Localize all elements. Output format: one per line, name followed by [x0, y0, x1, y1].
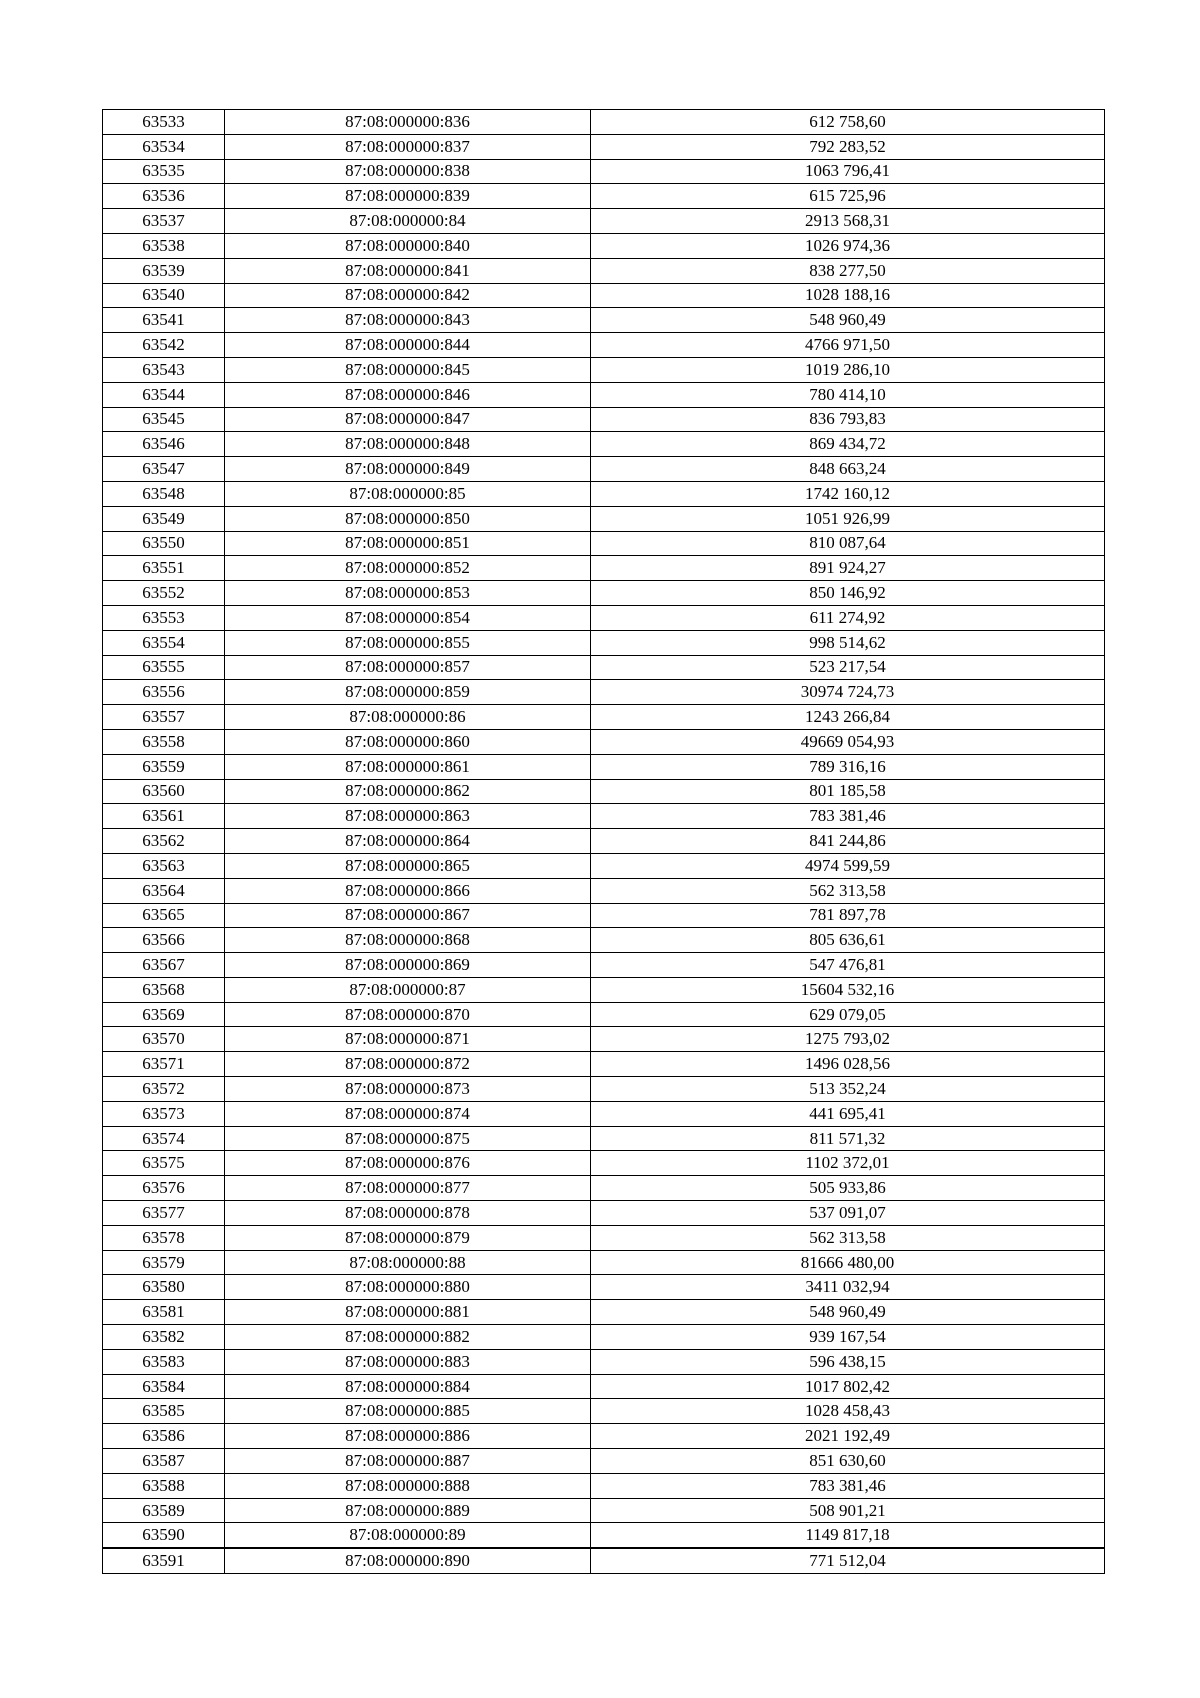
row-number-cell: 63562	[103, 829, 225, 854]
table-row	[103, 1176, 1105, 1201]
cadastral-number-cell: 87:08:000000:888	[225, 1473, 591, 1498]
cadastral-number-cell: 87:08:000000:854	[225, 605, 591, 630]
table-row	[103, 209, 1105, 234]
cadastral-value-cell: 4766 971,50	[591, 333, 1105, 358]
cadastral-value-cell: 850 146,92	[591, 581, 1105, 606]
table-row	[103, 804, 1105, 829]
cadastral-number-cell: 87:08:000000:841	[225, 258, 591, 283]
table-row	[103, 903, 1105, 928]
cadastral-number-cell: 87:08:000000:887	[225, 1449, 591, 1474]
row-number-cell: 63553	[103, 605, 225, 630]
table-row	[103, 1498, 1105, 1523]
cadastral-value-cell: 1102 372,01	[591, 1151, 1105, 1176]
row-number-cell: 63539	[103, 258, 225, 283]
row-number-cell: 63561	[103, 804, 225, 829]
table-row	[103, 605, 1105, 630]
cadastral-number-cell: 87:08:000000:871	[225, 1027, 591, 1052]
cadastral-number-cell: 87:08:000000:875	[225, 1126, 591, 1151]
cadastral-number-cell: 87:08:000000:846	[225, 382, 591, 407]
cadastral-value-cell: 841 244,86	[591, 829, 1105, 854]
cadastral-number-cell: 87:08:000000:870	[225, 1002, 591, 1027]
cadastral-value-cell: 783 381,46	[591, 1473, 1105, 1498]
row-number-cell: 63590	[103, 1523, 225, 1548]
cadastral-value-cell: 629 079,05	[591, 1002, 1105, 1027]
table-row	[103, 382, 1105, 407]
cadastral-value-cell: 851 630,60	[591, 1449, 1105, 1474]
row-number-cell: 63577	[103, 1201, 225, 1226]
cadastral-value-cell: 1742 160,12	[591, 481, 1105, 506]
cadastral-value-cell: 836 793,83	[591, 407, 1105, 432]
cadastral-value-cell: 562 313,58	[591, 878, 1105, 903]
cadastral-value-cell: 1028 458,43	[591, 1399, 1105, 1424]
table-row	[103, 134, 1105, 159]
cadastral-number-cell: 87:08:000000:849	[225, 457, 591, 482]
cadastral-value-cell: 596 438,15	[591, 1349, 1105, 1374]
table-row	[103, 531, 1105, 556]
cadastral-number-cell: 87:08:000000:879	[225, 1225, 591, 1250]
row-number-cell: 63564	[103, 878, 225, 903]
row-number-cell: 63545	[103, 407, 225, 432]
row-number-cell: 63559	[103, 754, 225, 779]
cadastral-number-cell: 87:08:000000:880	[225, 1275, 591, 1300]
row-number-cell: 63534	[103, 134, 225, 159]
table-row	[103, 481, 1105, 506]
cadastral-value-cell: 1149 817,18	[591, 1523, 1105, 1548]
cadastral-value-table	[102, 109, 1105, 1574]
cadastral-value-cell: 1063 796,41	[591, 159, 1105, 184]
table-row	[103, 1473, 1105, 1498]
cadastral-number-cell: 87:08:000000:865	[225, 853, 591, 878]
row-number-cell: 63589	[103, 1498, 225, 1523]
table-row	[103, 432, 1105, 457]
table-row	[103, 556, 1105, 581]
cadastral-number-cell: 87:08:000000:873	[225, 1077, 591, 1102]
cadastral-number-cell: 87:08:000000:851	[225, 531, 591, 556]
cadastral-number-cell: 87:08:000000:883	[225, 1349, 591, 1374]
cadastral-number-cell: 87:08:000000:837	[225, 134, 591, 159]
cadastral-number-cell: 87:08:000000:881	[225, 1300, 591, 1325]
table-row	[103, 159, 1105, 184]
table-row	[103, 630, 1105, 655]
row-number-cell: 63540	[103, 283, 225, 308]
cadastral-number-cell: 87:08:000000:842	[225, 283, 591, 308]
row-number-cell: 63585	[103, 1399, 225, 1424]
row-number-cell: 63533	[103, 110, 225, 135]
cadastral-value-cell: 838 277,50	[591, 258, 1105, 283]
row-number-cell: 63580	[103, 1275, 225, 1300]
row-number-cell: 63538	[103, 233, 225, 258]
cadastral-value-cell: 548 960,49	[591, 1300, 1105, 1325]
cadastral-value-cell: 1028 188,16	[591, 283, 1105, 308]
cadastral-number-cell: 87:08:000000:848	[225, 432, 591, 457]
row-number-cell: 63578	[103, 1225, 225, 1250]
row-number-cell: 63563	[103, 853, 225, 878]
cadastral-number-cell: 87:08:000000:855	[225, 630, 591, 655]
cadastral-value-cell: 789 316,16	[591, 754, 1105, 779]
table-row	[103, 1002, 1105, 1027]
table-row	[103, 308, 1105, 333]
row-number-cell: 63565	[103, 903, 225, 928]
cadastral-number-cell: 87:08:000000:876	[225, 1151, 591, 1176]
table-row	[103, 928, 1105, 953]
cadastral-number-cell: 87:08:000000:853	[225, 581, 591, 606]
row-number-cell: 63569	[103, 1002, 225, 1027]
cadastral-value-cell: 781 897,78	[591, 903, 1105, 928]
cadastral-value-cell: 612 758,60	[591, 110, 1105, 135]
cadastral-number-cell: 87:08:000000:877	[225, 1176, 591, 1201]
cadastral-value-cell: 547 476,81	[591, 953, 1105, 978]
cadastral-number-cell: 87:08:000000:861	[225, 754, 591, 779]
table-row	[103, 655, 1105, 680]
table-row	[103, 184, 1105, 209]
cadastral-value-cell: 1026 974,36	[591, 233, 1105, 258]
row-number-cell: 63549	[103, 506, 225, 531]
cadastral-value-cell: 615 725,96	[591, 184, 1105, 209]
row-number-cell: 63547	[103, 457, 225, 482]
row-number-cell: 63537	[103, 209, 225, 234]
cadastral-number-cell: 87:08:000000:874	[225, 1101, 591, 1126]
table-row	[103, 333, 1105, 358]
cadastral-value-cell: 801 185,58	[591, 779, 1105, 804]
table-row	[103, 233, 1105, 258]
cadastral-value-cell: 998 514,62	[591, 630, 1105, 655]
cadastral-number-cell: 87:08:000000:864	[225, 829, 591, 854]
cadastral-number-cell: 87:08:000000:872	[225, 1052, 591, 1077]
cadastral-value-cell: 2913 568,31	[591, 209, 1105, 234]
table-row	[103, 1201, 1105, 1226]
cadastral-value-cell: 30974 724,73	[591, 680, 1105, 705]
cadastral-value-cell: 783 381,46	[591, 804, 1105, 829]
table-row	[103, 407, 1105, 432]
table-row	[103, 1027, 1105, 1052]
table-row	[103, 953, 1105, 978]
cadastral-value-cell: 1243 266,84	[591, 705, 1105, 730]
cadastral-number-cell: 87:08:000000:839	[225, 184, 591, 209]
cadastral-number-cell: 87:08:000000:857	[225, 655, 591, 680]
row-number-cell: 63535	[103, 159, 225, 184]
cadastral-value-cell: 2021 192,49	[591, 1424, 1105, 1449]
cadastral-value-cell: 3411 032,94	[591, 1275, 1105, 1300]
cadastral-value-cell: 508 901,21	[591, 1498, 1105, 1523]
row-number-cell: 63581	[103, 1300, 225, 1325]
cadastral-value-cell: 939 167,54	[591, 1325, 1105, 1350]
cadastral-value-cell: 513 352,24	[591, 1077, 1105, 1102]
table-row	[103, 754, 1105, 779]
cadastral-number-cell: 87:08:000000:886	[225, 1424, 591, 1449]
cadastral-number-cell: 87:08:000000:884	[225, 1374, 591, 1399]
row-number-cell: 63551	[103, 556, 225, 581]
cadastral-number-cell: 87:08:000000:845	[225, 357, 591, 382]
cadastral-value-cell: 523 217,54	[591, 655, 1105, 680]
table-row	[103, 977, 1105, 1002]
row-number-cell: 63555	[103, 655, 225, 680]
table-row	[103, 1325, 1105, 1350]
cadastral-value-cell: 548 960,49	[591, 308, 1105, 333]
cadastral-number-cell: 87:08:000000:882	[225, 1325, 591, 1350]
table-body	[103, 110, 1105, 1574]
cadastral-value-cell: 1496 028,56	[591, 1052, 1105, 1077]
table-row	[103, 110, 1105, 135]
table-row	[103, 1225, 1105, 1250]
cadastral-value-cell: 1051 926,99	[591, 506, 1105, 531]
row-number-cell: 63543	[103, 357, 225, 382]
table-row	[103, 1126, 1105, 1151]
row-number-cell: 63579	[103, 1250, 225, 1275]
row-number-cell: 63574	[103, 1126, 225, 1151]
cadastral-value-cell: 848 663,24	[591, 457, 1105, 482]
row-number-cell: 63546	[103, 432, 225, 457]
row-number-cell: 63572	[103, 1077, 225, 1102]
cadastral-number-cell: 87:08:000000:89	[225, 1523, 591, 1548]
row-number-cell: 63542	[103, 333, 225, 358]
table-row	[103, 1052, 1105, 1077]
cadastral-number-cell: 87:08:000000:843	[225, 308, 591, 333]
row-number-cell: 63584	[103, 1374, 225, 1399]
row-number-cell: 63552	[103, 581, 225, 606]
cadastral-number-cell: 87:08:000000:866	[225, 878, 591, 903]
row-number-cell: 63560	[103, 779, 225, 804]
table-row	[103, 853, 1105, 878]
cadastral-value-cell: 49669 054,93	[591, 729, 1105, 754]
cadastral-value-cell: 505 933,86	[591, 1176, 1105, 1201]
cadastral-number-cell: 87:08:000000:850	[225, 506, 591, 531]
row-number-cell: 63571	[103, 1052, 225, 1077]
row-number-cell: 63573	[103, 1101, 225, 1126]
cadastral-number-cell: 87:08:000000:844	[225, 333, 591, 358]
table-row	[103, 283, 1105, 308]
cadastral-number-cell: 87:08:000000:847	[225, 407, 591, 432]
cadastral-value-cell: 1275 793,02	[591, 1027, 1105, 1052]
cadastral-number-cell: 87:08:000000:87	[225, 977, 591, 1002]
cadastral-number-cell: 87:08:000000:859	[225, 680, 591, 705]
cadastral-number-cell: 87:08:000000:860	[225, 729, 591, 754]
row-number-cell: 63556	[103, 680, 225, 705]
cadastral-value-cell: 805 636,61	[591, 928, 1105, 953]
cadastral-value-cell: 771 512,04	[591, 1548, 1105, 1573]
table-row	[103, 1151, 1105, 1176]
table-row	[103, 457, 1105, 482]
row-number-cell: 63588	[103, 1473, 225, 1498]
cadastral-value-cell: 810 087,64	[591, 531, 1105, 556]
cadastral-number-cell: 87:08:000000:868	[225, 928, 591, 953]
cadastral-value-cell: 4974 599,59	[591, 853, 1105, 878]
cadastral-number-cell: 87:08:000000:84	[225, 209, 591, 234]
row-number-cell: 63554	[103, 630, 225, 655]
cadastral-value-cell: 537 091,07	[591, 1201, 1105, 1226]
cadastral-number-cell: 87:08:000000:869	[225, 953, 591, 978]
table-row	[103, 1374, 1105, 1399]
cadastral-number-cell: 87:08:000000:852	[225, 556, 591, 581]
cadastral-value-cell: 81666 480,00	[591, 1250, 1105, 1275]
table-row	[103, 729, 1105, 754]
cadastral-number-cell: 87:08:000000:840	[225, 233, 591, 258]
row-number-cell: 63544	[103, 382, 225, 407]
cadastral-value-cell: 891 924,27	[591, 556, 1105, 581]
cadastral-number-cell: 87:08:000000:88	[225, 1250, 591, 1275]
row-number-cell: 63575	[103, 1151, 225, 1176]
cadastral-value-cell: 441 695,41	[591, 1101, 1105, 1126]
cadastral-number-cell: 87:08:000000:862	[225, 779, 591, 804]
cadastral-value-cell: 1017 802,42	[591, 1374, 1105, 1399]
cadastral-value-cell: 869 434,72	[591, 432, 1105, 457]
cadastral-number-cell: 87:08:000000:867	[225, 903, 591, 928]
row-number-cell: 63586	[103, 1424, 225, 1449]
cadastral-value-cell: 780 414,10	[591, 382, 1105, 407]
row-number-cell: 63541	[103, 308, 225, 333]
row-number-cell: 63536	[103, 184, 225, 209]
row-number-cell: 63582	[103, 1325, 225, 1350]
cadastral-value-cell: 1019 286,10	[591, 357, 1105, 382]
cadastral-number-cell: 87:08:000000:86	[225, 705, 591, 730]
cadastral-number-cell: 87:08:000000:885	[225, 1399, 591, 1424]
row-number-cell: 63550	[103, 531, 225, 556]
table-row	[103, 357, 1105, 382]
cadastral-number-cell: 87:08:000000:838	[225, 159, 591, 184]
row-number-cell: 63568	[103, 977, 225, 1002]
cadastral-number-cell: 87:08:000000:836	[225, 110, 591, 135]
row-number-cell: 63557	[103, 705, 225, 730]
table-row	[103, 705, 1105, 730]
table-row	[103, 1250, 1105, 1275]
table-row	[103, 1349, 1105, 1374]
table-row	[103, 1077, 1105, 1102]
table-row	[103, 1300, 1105, 1325]
cadastral-value-cell: 811 571,32	[591, 1126, 1105, 1151]
table-row	[103, 581, 1105, 606]
cadastral-number-cell: 87:08:000000:85	[225, 481, 591, 506]
table-row	[103, 506, 1105, 531]
cadastral-value-cell: 562 313,58	[591, 1225, 1105, 1250]
table-row	[103, 1523, 1105, 1548]
table-row	[103, 1449, 1105, 1474]
row-number-cell: 63591	[103, 1548, 225, 1573]
row-number-cell: 63566	[103, 928, 225, 953]
table-row	[103, 878, 1105, 903]
table-row	[103, 1275, 1105, 1300]
row-number-cell: 63567	[103, 953, 225, 978]
table-row	[103, 1101, 1105, 1126]
table-row	[103, 829, 1105, 854]
table-row	[103, 1548, 1105, 1573]
cadastral-value-cell: 15604 532,16	[591, 977, 1105, 1002]
cadastral-value-cell: 611 274,92	[591, 605, 1105, 630]
cadastral-number-cell: 87:08:000000:889	[225, 1498, 591, 1523]
cadastral-number-cell: 87:08:000000:878	[225, 1201, 591, 1226]
row-number-cell: 63587	[103, 1449, 225, 1474]
cadastral-number-cell: 87:08:000000:890	[225, 1548, 591, 1573]
row-number-cell: 63583	[103, 1349, 225, 1374]
row-number-cell: 63570	[103, 1027, 225, 1052]
row-number-cell: 63576	[103, 1176, 225, 1201]
row-number-cell: 63558	[103, 729, 225, 754]
table-row	[103, 1399, 1105, 1424]
table-row	[103, 779, 1105, 804]
table-row	[103, 1424, 1105, 1449]
table-row	[103, 258, 1105, 283]
cadastral-number-cell: 87:08:000000:863	[225, 804, 591, 829]
table-row	[103, 680, 1105, 705]
row-number-cell: 63548	[103, 481, 225, 506]
cadastral-value-cell: 792 283,52	[591, 134, 1105, 159]
